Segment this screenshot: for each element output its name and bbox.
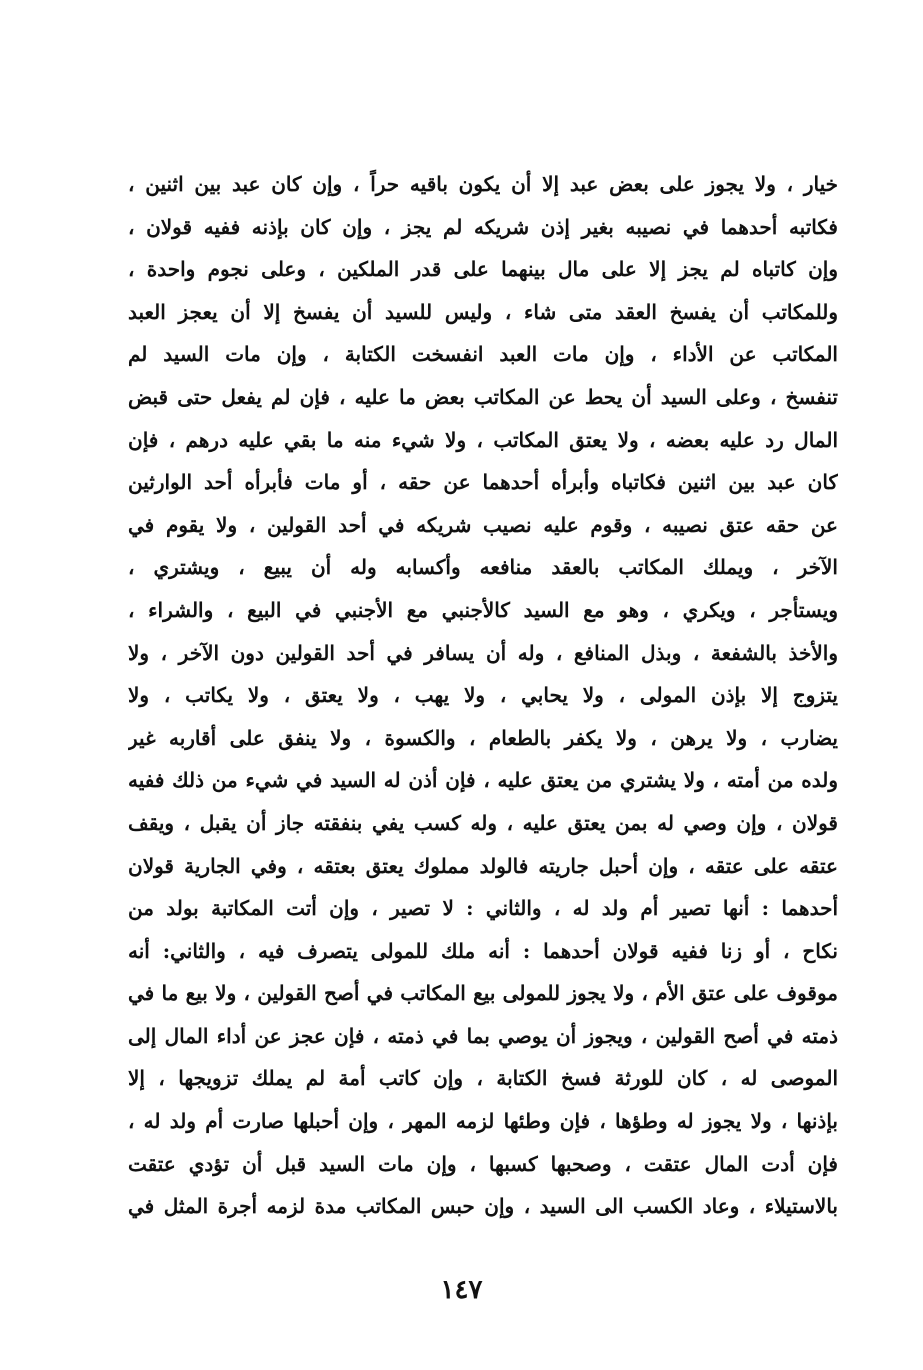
text-line: وللمكاتب أن يفسخ العقد متى شاء ، وليس للسيد أن يفسخ إلا أن يعجز العبد (128, 299, 838, 324)
body-text (128, 163, 838, 1228)
text-line: فإن أدت المال عتقت ، وصحبها كسبها ، وإن مات السيد قبل أن تؤدي عتقت (128, 1151, 838, 1176)
text-line: الموصى له ، كان للورثة فسخ الكتابة ، وإن كاتب أمة لم يملك تزويجها ، إلا (128, 1066, 838, 1091)
text-line: بالاستيلاء ، وعاد الكسب الى السيد ، وإن حبس المكاتب مدة لزمه أجرة المثل في (128, 1194, 838, 1219)
text-line: ذمته في أصح القولين ، ويجوز أن يوصي بما في ذمته ، فإن عجز عن أداء المال إلى (128, 1023, 838, 1048)
text-line: الآخر ، ويملك المكاتب بالعقد منافعه وأكسابه وله أن يبيع ، ويشتري ، (128, 555, 838, 580)
text-line: المكاتب عن الأداء ، وإن مات العبد انفسخت الكتابة ، وإن مات السيد لم (128, 342, 838, 367)
text-line: أحدهما : أنها تصير أم ولد له ، والثاني : لا تصير ، وإن أتت المكاتبة بولد من (128, 896, 838, 921)
text-line: والأخذ بالشفعة ، وبذل المنافع ، وله أن يسافر في أحد القولين دون الآخر ، ولا (128, 640, 838, 665)
text-line: كان عبد بين اثنين فكاتباه وأبرأه أحدهما عن حقه ، أو مات فأبرأه أحد الوارثين (128, 470, 838, 495)
page-number: ١٤٧ (440, 1275, 483, 1305)
text-line: بإذنها ، ولا يجوز له وطؤها ، فإن وطئها لزمه المهر ، وإن أحبلها صارت أم ولد له ، (128, 1109, 838, 1134)
text-line: يتزوج إلا بإذن المولى ، ولا يحابي ، ولا يهب ، ولا يعتق ، ولا يكاتب ، ولا (128, 683, 838, 708)
text-line: خيار ، ولا يجوز على بعض عبد إلا أن يكون باقيه حراً ، وإن كان عبد بين اثنين ، (128, 172, 838, 196)
text-line: وإن كاتباه لم يجز إلا على مال بينهما على قدر الملكين ، وعلى نجوم واحدة ، (128, 257, 838, 282)
text-line: عن حقه عتق نصيبه ، وقوم عليه نصيب شريكه في أحد القولين ، ولا يقوم في (128, 512, 838, 537)
text-line: تنفسخ ، وعلى السيد أن يحط عن المكاتب بعض ما عليه ، فإن لم يفعل حتى قبض (128, 384, 838, 409)
text-line: ويستأجر ، ويكري ، وهو مع السيد كالأجنبي مع الأجنبي في البيع ، والشراء ، (128, 597, 838, 622)
text-line: قولان ، وإن وصي له بمن يعتق عليه ، وله كسب يفي بنفقته جاز أن يقبل ، ويقف (128, 810, 838, 835)
text-line: يضارب ، ولا يرهن ، ولا يكفر بالطعام ، والكسوة ، ولا ينفق على أقاربه غير (128, 725, 838, 750)
text-line: موقوف على عتق الأم ، ولا يجوز للمولى بيع المكاتب في أصح القولين ، ولا بيع ما في (128, 981, 838, 1006)
text-line: عتقه على عتقه ، وإن أحبل جاريته فالولد مملوك يعتق بعتقه ، وفي الجارية قولان (128, 853, 838, 878)
text-line: نكاح ، أو زنا ففيه قولان أحدهما : أنه ملك للمولى يتصرف فيه ، والثاني: أنه (128, 938, 838, 963)
text-line: فكاتبه أحدهما في نصيبه بغير إذن شريكه لم يجز ، وإن كان بإذنه ففيه قولان ، (128, 214, 838, 239)
text-line: ولده من أمته ، ولا يشتري من يعتق عليه ، فإن أذن له السيد في شيء من ذلك ففيه (128, 768, 838, 793)
text-line: المال رد عليه بعضه ، ولا يعتق المكاتب ، ولا شيء منه ما بقي عليه درهم ، فإن (128, 427, 838, 452)
